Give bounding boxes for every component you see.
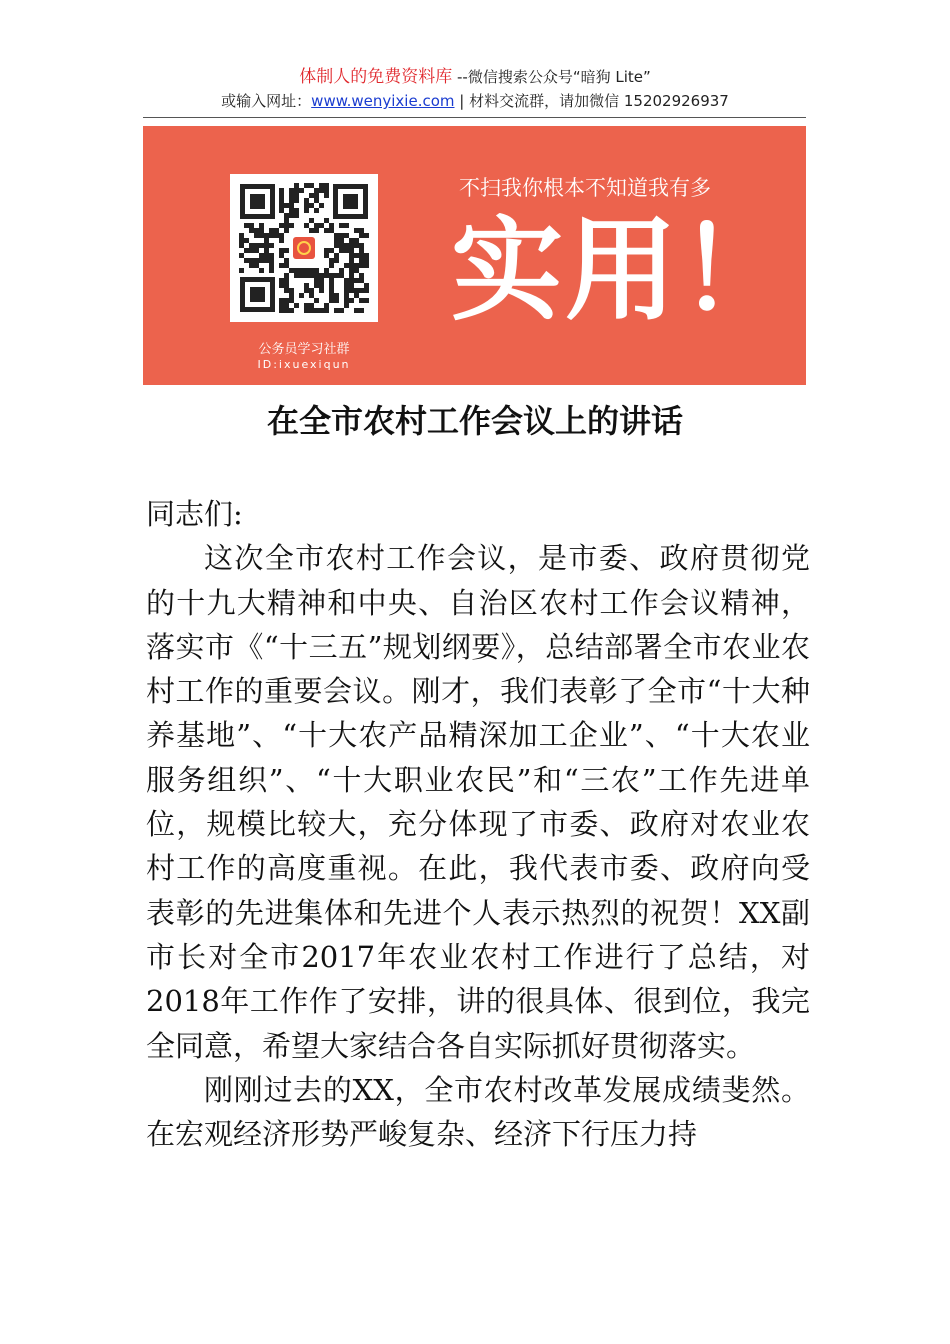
header-divider (143, 117, 806, 118)
qr-caption-id: ID:ixuexiqun (257, 358, 351, 371)
qr-center-logo (290, 234, 318, 262)
url-prefix: 或输入网址： (221, 92, 312, 110)
paragraph-1: 这次全市农村工作会议，是市委、政府贯彻党的十九大精神和中央、自治区农村工作会议精神，落实市《“十三五”规划纲要》，总结部署全市农业农村工作的重要会议。刚才，我们表彰了全市“十大种养基地”、“十大农产品精深加工企业”、“十大农业服务组织”、“十大职业农民”和“三农”工作先进单位，规模比较大，充分体现了市委、政府对农业农村工作的高度重视。在此，我代表市委、政府向受表彰的先进集体和先进个人表示热烈的祝贺！XX副市长对全市2017年农业农村工作进行了总结，对2018年工作作了安排，讲的很具体、很到位，我完全同意，希望大家结合各自实际抓好贯彻落实。 (146, 541, 810, 1063)
paragraph-2: 刚刚过去的XX，全市农村改革发展成绩斐然。在宏观经济形势严峻复杂、经济下行压力持 (146, 1072, 810, 1152)
banner-slogan: 不扫我你根本不知道我有多 (459, 176, 711, 200)
banner-big-text: 实用！ (451, 206, 793, 336)
wechat-hint: --微信搜索公众号“暗狗 Lite” (457, 68, 651, 86)
header-line-1 (0, 66, 950, 90)
qr-finder-bottom-left (240, 277, 275, 312)
salutation: 同志们: (146, 497, 243, 531)
qr-finder-top-right (333, 184, 368, 219)
page-header (0, 66, 950, 112)
document-body (146, 492, 810, 1156)
header-line-2 (0, 90, 950, 112)
document-title: 在全市农村工作会议上的讲话 (266, 402, 683, 440)
website-link[interactable]: www.wenyixie.com (311, 92, 455, 110)
brand-name: 体制人的免费资料库 (299, 67, 453, 87)
qr-code (230, 174, 378, 322)
promo-banner (143, 126, 806, 385)
qr-caption-name: 公务员学习社群 (258, 342, 350, 357)
contact-info: | 材料交流群，请加微信 15202926937 (454, 92, 729, 110)
qr-finder-top-left (240, 184, 275, 219)
